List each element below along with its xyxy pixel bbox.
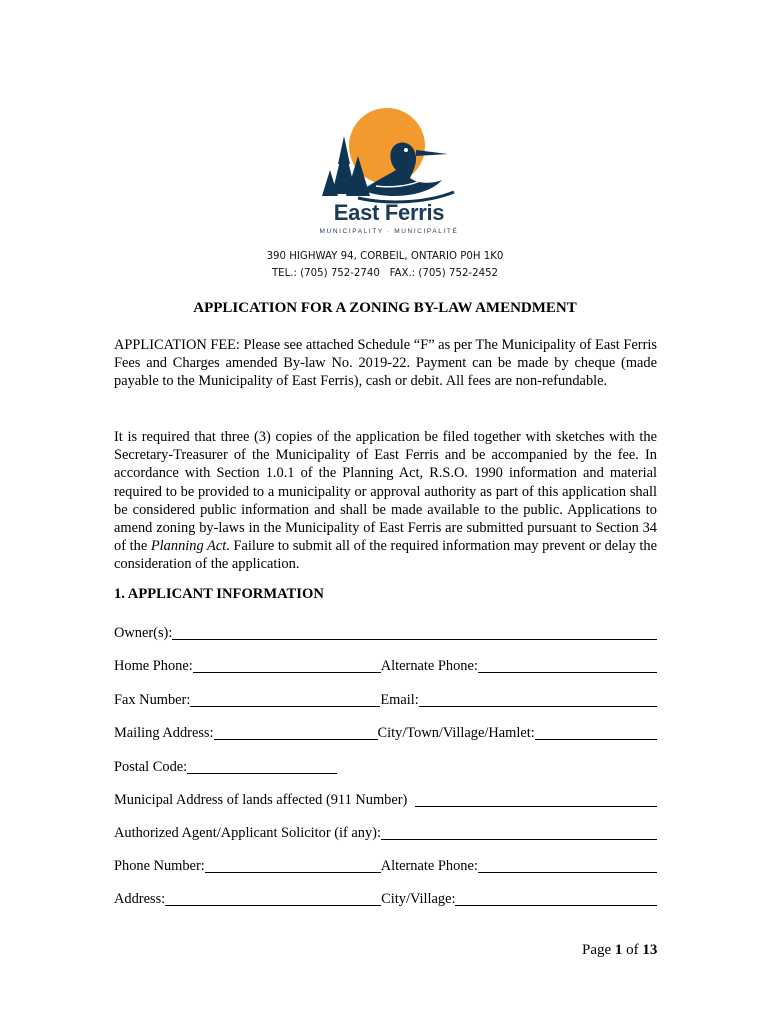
home-phone-field[interactable] [193, 656, 381, 673]
east-ferris-logo [314, 104, 464, 240]
agent-alt-phone-field[interactable] [478, 856, 657, 873]
agent-phone-label: Phone Number: [114, 858, 205, 874]
fax-label: Fax Number: [114, 692, 191, 708]
city-town-field[interactable] [535, 723, 657, 740]
section-heading-applicant: 1. APPLICANT INFORMATION [114, 586, 324, 602]
agent-field[interactable] [381, 823, 657, 840]
owners-field[interactable] [172, 623, 657, 640]
mailing-address-field[interactable] [214, 723, 378, 740]
owners-label: Owner(s): [114, 625, 173, 641]
agent-label: Authorized Agent/Applicant Solicitor (if any): [114, 825, 381, 841]
municipal-address-label: Municipal Address of lands affected (911 Number) [114, 792, 408, 808]
page-number [582, 942, 657, 959]
agent-address-field[interactable] [165, 889, 381, 906]
page-current: 1 [614, 942, 623, 958]
page-total: 13 [642, 942, 658, 958]
home-phone-label: Home Phone: [114, 658, 193, 674]
logo-wordmark: East Ferris [333, 200, 445, 225]
agent-row [114, 822, 657, 842]
alternate-phone-field[interactable] [478, 656, 657, 673]
owners-row [114, 622, 657, 642]
requirements-text-end: . Failure to submit all of the required information may prevent or delay the consideration of the application. [114, 538, 658, 573]
agent-alt-phone-label: Alternate Phone: [380, 858, 478, 874]
agent-city-field[interactable] [455, 889, 657, 906]
fee-paragraph: APPLICATION FEE: Please see attached Schedule “F” as per The Municipality of East Ferris Fees and Charges amended By-law No. 2019-22. Payment can be made by cheque (made payable to the Municipality of East Ferris), cash or debit. All fees are non-refundable. [114, 337, 657, 390]
fax-email-row [114, 689, 657, 709]
agent-address-label: Address: [114, 891, 166, 907]
phone-fax-line: TEL.: (705) 752-2740 FAX.: (705) 752-2452 [271, 268, 499, 279]
postal-code-field[interactable] [187, 757, 337, 774]
municipal-address-field[interactable] [415, 790, 657, 807]
agent-address-row [114, 888, 657, 908]
agent-city-label: City/Village: [381, 891, 456, 907]
email-label: Email: [380, 692, 419, 708]
address-line: 390 HIGHWAY 94, CORBEIL, ONTARIO P0H 1K0 [266, 251, 504, 262]
phone-row [114, 655, 657, 675]
requirements-text: It is required that three (3) copies of the application be filed together with sketches with the Secretary-Treasurer of the Municipality of East Ferris and be accompanied by the fee. In accordance with Section 1.0.1 of the Planning Act, R.S.O. 1990 information and material required to be provided to a municipality or approval authority as part of this application shall be considered public information and shall be made available to the public. Applications to amend zoning by-laws in the Municipality of East Ferris are submitted pursuant to Section 34 of the [114, 429, 657, 555]
agent-phone-row [114, 855, 657, 875]
requirements-paragraph [114, 428, 657, 574]
agent-phone-field[interactable] [205, 856, 381, 873]
postal-code-label: Postal Code: [114, 759, 188, 775]
mailing-row [114, 722, 657, 742]
sun-loon-emblem-icon [314, 104, 464, 204]
logo-subtitle: MUNICIPALITY · MUNICIPALITÉ [319, 228, 459, 235]
planning-act-reference: Planning Act [150, 538, 227, 555]
email-field[interactable] [419, 690, 657, 707]
mailing-address-label: Mailing Address: [114, 725, 214, 741]
page-word: Page [582, 942, 612, 958]
municipal-address-row [114, 789, 657, 809]
alternate-phone-label: Alternate Phone: [380, 658, 478, 674]
fax-field[interactable] [190, 690, 380, 707]
page-title: APPLICATION FOR A ZONING BY-LAW AMENDMENT [193, 300, 577, 316]
postal-row [114, 756, 657, 776]
city-town-label: City/Town/Village/Hamlet: [377, 725, 535, 741]
of-word: of [626, 942, 639, 958]
